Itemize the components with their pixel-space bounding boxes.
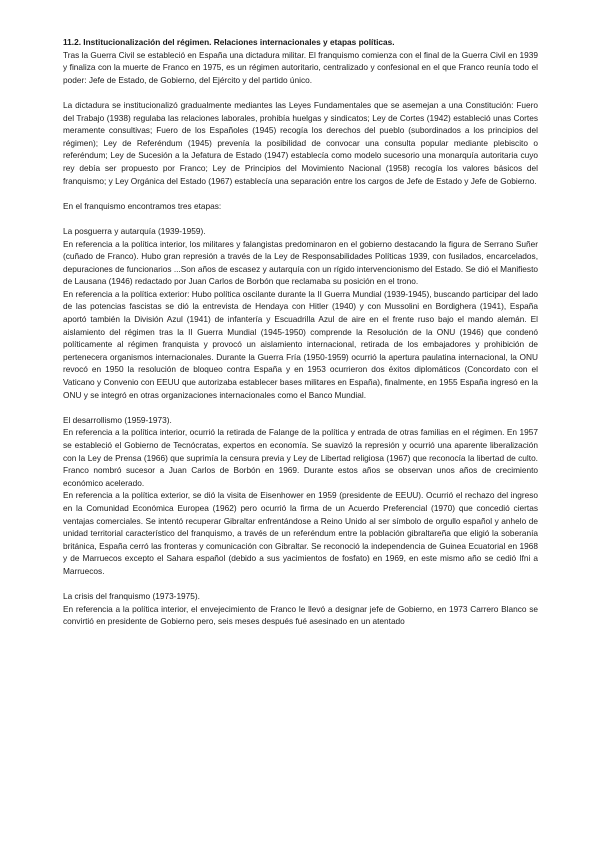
stage-heading-posguerra: La posguerra y autarquía (1939-1959). [63, 225, 206, 236]
stage-paragraph: En referencia a la política exterior, se dió la visita de Eisenhower en 1959 (presidente de EEUU). Ocurrió el rechazo del ingreso en la Comunidad Económica Europea (1962) pero ocurrió la firma de un Acuerdo Preferencial (1970) que concedió ciertas ventajas comerciales. Se intentó recuperar Gibraltar enfrentándose a Reino Unido al ser símbolo de orgullo español y anhelo de unidad territorial característico del franquismo, a través de un referéndum entre la población gibraltareña que eligió la soberanía británica, España cerró las fronteras y comunicación con Gibraltar. Se reconoció la independencia de Guinea Ecuatorial en 1968 y de Marruecos excepto el Sahara español (debido a sus yacimientos de fosfato) en 1969, en este mismo año se cedió Ifni a Marruecos. [63, 490, 538, 576]
document-title: 11.2. Institucionalización del régimen. Relaciones internacionales y etapas políticas. [63, 37, 395, 47]
spacer [63, 187, 538, 200]
stage-heading-desarrollismo: El desarrollismo (1959-1973). [63, 414, 172, 425]
stage-paragraph: En referencia a la política interior, los militares y falangistas predominaron en el gobierno destacando la figura de Serrano Suñer (cuñado de Franco). Hubo gran represión a través de la Ley de Responsabilidades Políticas 1939, con fusilados, encarcelados, depuraciones de funcionarios ...Son años de escasez y autarquía con un rígido intervencionismo del Estado. Se dió el Manifiesto de Lausana (1946) redactado por Juan Carlos de Borbón que reclamaba su posición en el trono. [63, 238, 538, 287]
institutionalization-paragraph: La dictadura se institucionalizó gradualmente mediantes las Leyes Fundamentales que se asemejan a una Constitución: Fuero del Trabajo (1938) regulaba las relaciones laborales, prohibía huelgas y sindicatos; Ley de Cortes (1942) estableció unas Cortes meramente consultivas; Fuero de los Españoles (1945) recogía los derechos del pueblo (subordinados a los principios del régimen); Ley de Referéndum (1945) prevenía la posibilidad de convocar una consulta popular mediante plebiscito o referéndum; Ley de Sucesión a la Jefatura de Estado (1947) establecía como modelo sucesorio una monarquía autoritaria cuyo rey debía ser propuesto por Franco; Ley de Principios del Movimiento Nacional (1958) recogía los valores básicos del franquismo; y Ley Orgánica del Estado (1967) establecía una separación entre los cargos de Jefe de Estado y Jefe de Gobierno. [63, 99, 538, 186]
stage-paragraph: En referencia a la política exterior: Hubo política oscilante durante la II Guerra Mundial (1939-1945), buscando participar del lado de las potencias fascistas se dió la entrevista de Hendaya con Hitler (1940) y con Mussolini en Bordighera (1941), España aportó también la División Azul (1941) de infantería y Escuadrilla Azul de aire en el frente ruso bajo el mando alemán. El aislamiento del régimen tras la II Guerra Mundial (1945-1950) comprende la Resolución de la ONU (1946) que condenó políticamente al régimen franquista y provocó un aislamiento internacional, retirada de los embajadores y prohibición de pertenecera organismos internacionales. Durante la Guerra Fría (1950-1959) ocurrió la apertura paulatina internacional, la ONU revocó en 1950 la resolución de bloqueo contra España y en 1953 ocurrieron dos éxitos diplomáticos (Concordato con el Vaticano y Convenio con EEUU que autorizaba establecer bases militares en España), finalmente, en 1955 España ingresó en la ONU y se integró en otras organizaciones internacionales como el Banco Mundial. [63, 288, 538, 400]
document-page [63, 36, 538, 628]
stage-paragraph: En referencia a la política interior, el envejecimiento de Franco le llevó a designar jefe de Gobierno, en 1973 Carrero Blanco se convirtió en presidente de Gobierno pero, seis meses después fué asesinado en un atentado [63, 603, 538, 627]
spacer [63, 212, 538, 225]
spacer [63, 86, 538, 99]
stage-heading-crisis: La crisis del franquismo (1973-1975). [63, 591, 200, 602]
stages-intro: En el franquismo encontramos tres etapas: [63, 200, 222, 211]
stage-paragraph: En referencia a la política interior, ocurrió la retirada de Falange de la política y entrada de otras familias en el régimen. En 1957 se estableció el Gobierno de Tecnócratas, expertos en economía. Se suavizó la represión y ocurrió una aparente liberalización con la Ley de Prensa (1966) que suprimía la censura previa y Ley de Libertad religiosa (1967) que reconocía la libertad de culto. Franco nombró sucesor a Juan Carlos de Borbón en 1969. Durante estos años se observan unos años de crecimiento económico acelerado. [63, 427, 538, 488]
intro-paragraph: Tras la Guerra Civil se estableció en España una dictadura militar. El franquismo comienza con el final de la Guerra Civil en 1939 y finaliza con la muerte de Franco en 1975, es un régimen autoritario, centralizado y confesional en el que Franco reunía todo el poder: Jefe de Estado, de Gobierno, del Ejército y del partido único. [63, 49, 538, 85]
spacer [63, 401, 538, 414]
spacer [63, 578, 538, 591]
